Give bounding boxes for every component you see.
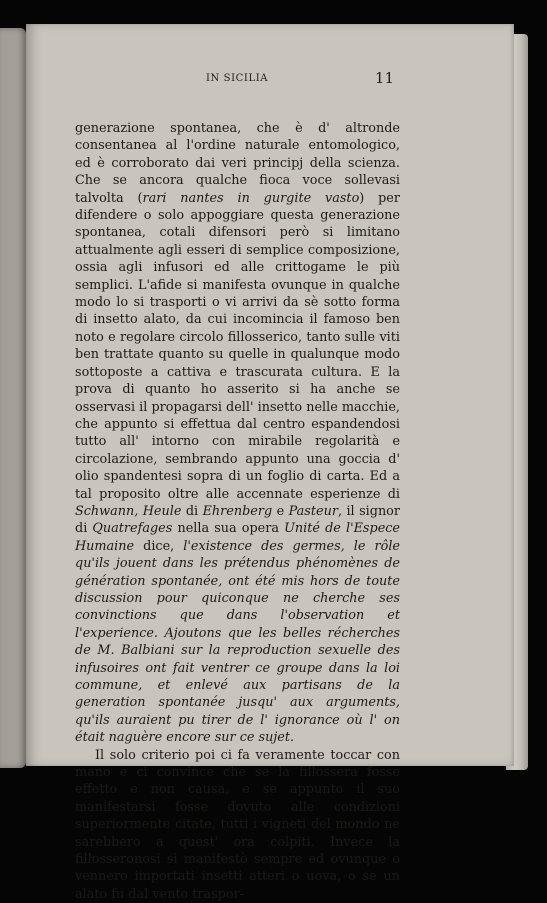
text-run: nella sua opera — [172, 521, 285, 537]
italic-run: Schwann, Heule — [75, 503, 182, 519]
body-text — [75, 120, 400, 903]
italic-run: l'existence des germes, le rôle qu'ils jouent dans les prétendus phénomènes de génération spontanée, ont été mis hors de toute discussion pour quiconque ne cherche ses convinctions que dans l'observation et l'experience. Ajoutons que les belles récherches de M. Balbiani — [75, 538, 400, 659]
text-run: e — [272, 503, 289, 519]
text-run: dice, — [134, 538, 184, 554]
text-run: , il signor di — [75, 503, 401, 537]
paragraph — [75, 120, 400, 747]
italic-run: Unité de l'Espece Humaine — [75, 521, 401, 554]
italic-run: Ehrenberg — [202, 503, 273, 519]
paragraph — [75, 747, 400, 903]
text-run: ) per difendere o solo appoggiare questa generazione spontanea, cotali difensori però si limitano attualmente agli esseri di semplice composizione, ossia agli infusori ed alle crittogame le più semplici. L'afide si manifesta ovunque in qualche modo lo si trasporti o vi arrivi da sè sotto forma di insetto alato, da cui incomincia il famoso ben noto e regolare circolo fillosserico, tanto sulle viti ben trattate quanto su quelle in qualunque modo sottoposte a cattiva e trascurata cultura. E la prova di quanto ho asserito si ha anche se osservasi il propagarsi dell' insetto nelle macchie, che appunto si effettua dal centro espandendosi tutto all' intorno con mirabile regolarità e circolazione, sembrando appunto una goccia d' olio spandentesi sopra di un foglio di carta. Ed a tal proposito oltre alle accennate esperienze di — [75, 190, 400, 502]
text-run: Il solo criterio poi ci fa veramente toccar con mano e ci convince che se la fillossera fosse effetto e non causa, e se appunto il suo manifestarsi fosse dovuto alle condizioni superiormente citate, tutti i vigneti del mondo ne sarebbero a quest' ora colpiti. Invece la fillosseronosi si manifestò sempre ed ovunque o vennero importati insetti atteri o uova, o se un alato fu dal vento traspor- — [75, 747, 400, 902]
running-head: IN SICILIA — [206, 73, 269, 84]
text-run: di — [181, 503, 203, 519]
italic-run: Quatrefages — [92, 521, 173, 537]
italic-run: rari nantes in gurgite vasto — [142, 190, 360, 206]
text-run: generazione spontanea, che è d' altronde consentanea al l'ordine naturale entomologico, ed è corroborato dai veri principj della scienza. Che se ancora qualche fioca voce sollevasi talvolta ( — [75, 121, 400, 206]
page-header — [206, 69, 394, 89]
italic-run: sur la reproduction sexuelle des infusoires ont fait ventrer ce groupe dans la loi commune, et enlevé aux partisans de la generation spontanée jusqu' aux arguments, qu'ils auraient pu tirer de l' ignorance où l' on était naguère encore sur ce sujet. — [75, 643, 400, 746]
left-page-edge — [0, 28, 26, 768]
page-number: 11 — [374, 69, 394, 87]
italic-run: Pasteur — [288, 503, 338, 519]
